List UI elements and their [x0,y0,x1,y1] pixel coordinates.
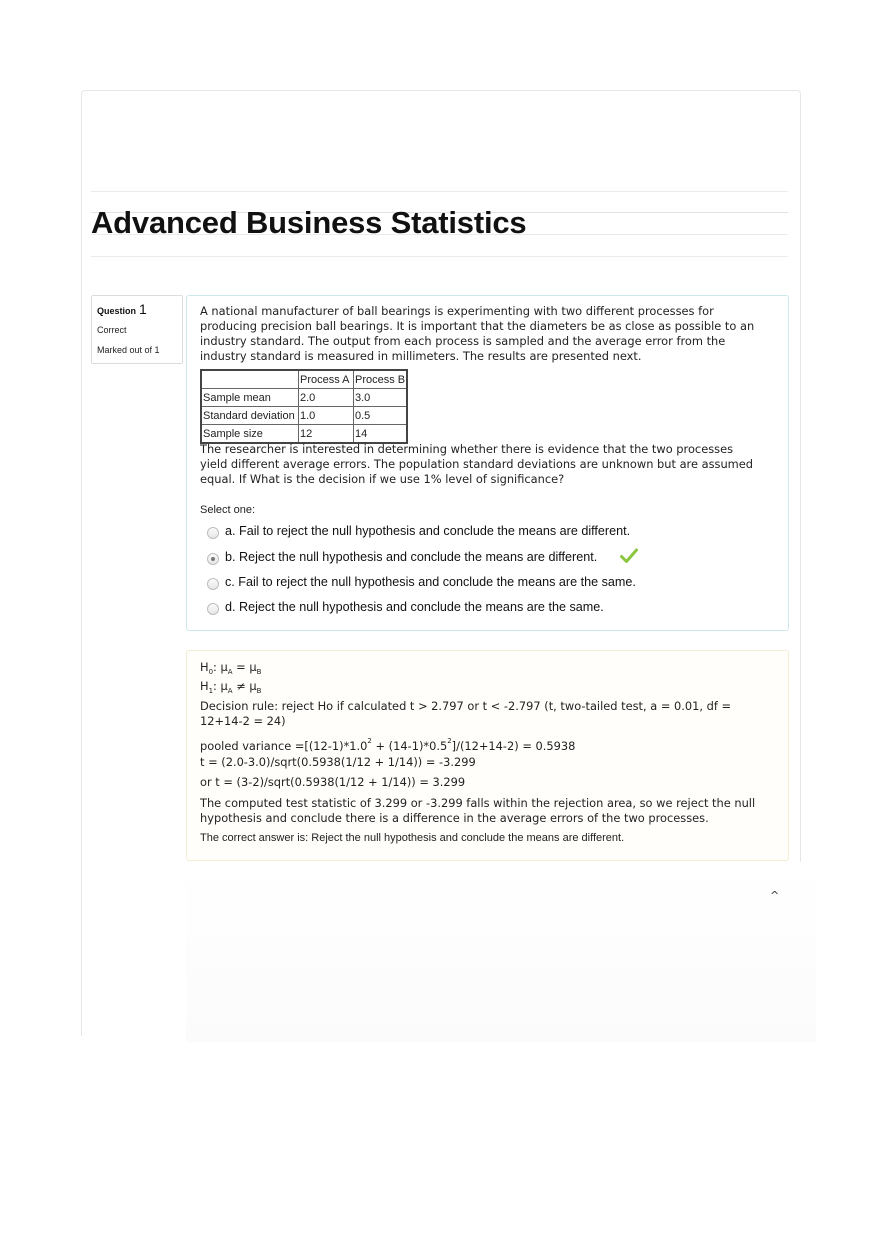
decision-rule: Decision rule: reject Ho if calculated t > 2.797 or t < -2.797 (t, two-tailed test, a = 0.01, df = 12+14-2 = 24) [200,699,732,728]
table-cell: Standard deviation [201,407,299,425]
question-text-continued: The researcher is interested in determining whether there is evidence that the two processes yield different average errors. The population standard deviations are unknown but are assumed equal. If What is the decision if we use 1% level of significance? [200,442,754,486]
table-header-cell: Process B [354,370,408,389]
table-header-cell: Process A [299,370,354,389]
table-cell: 14 [354,425,408,444]
table-cell: 0.5 [354,407,408,425]
table-header-row [201,370,407,389]
answer-label[interactable]: d. Reject the null hypothesis and conclude the means are the same. [225,600,604,614]
radio-button-selected[interactable] [207,553,219,565]
question-state: Correct [97,325,127,335]
table-cell: 2.0 [299,389,354,407]
question-number-value: 1 [139,301,147,317]
alternative-hypothesis: $H_1$: $\mu_A \ne \mu_B$ [200,679,262,695]
answer-label[interactable]: b. Reject the null hypothesis and conclude the means are different. [225,550,598,564]
checkmark-icon [620,548,638,567]
right-answer: The correct answer is: Reject the null hypothesis and conclude the means are different. [200,832,625,844]
answer-label[interactable]: c. Fail to reject the null hypothesis and conclude the means are the same. [225,575,636,589]
general-feedback [186,650,789,861]
question-text: A national manufacturer of ball bearings is experimenting with two different processes for producing precision ball bearings. It is important that the diameters be as close as possible to an industry standard. The output from each process is sampled and the average error from the industry standard is measured in millimeters. The results are presented next. [200,304,755,363]
table-cell: Sample size [201,425,299,444]
table-cell: 1.0 [299,407,354,425]
table-row [201,407,407,425]
table-row [201,389,407,407]
question-number [97,301,147,317]
radio-button[interactable] [207,603,219,615]
t-statistic-alt: or t = (3-2)/sqrt(0.5938(1/12 + 1/14)) = 3.299 [200,775,466,789]
radio-button[interactable] [207,578,219,590]
table-cell: Sample mean [201,389,299,407]
table-cell: 3.0 [354,389,408,407]
question-info [91,295,183,364]
divider [91,256,788,257]
back-to-top-icon[interactable]: ^ [770,889,780,902]
pooled-variance: pooled variance $=[(12-1)*1.0^2 + (14-1)*0.5^2]/(12+14-2) = 0.5938$ [200,737,576,753]
t-statistic: t = (2.0-3.0)/sqrt(0.5938(1/12 + 1/14)) = -3.299 [200,755,476,769]
answer-label[interactable]: a. Fail to reject the null hypothesis and conclude the means are different. [225,524,631,538]
question-label: Question [97,306,137,316]
question-grade: Marked out of 1 [97,345,160,355]
footer-shade [186,862,816,1042]
select-one-label: Select one: [200,504,256,516]
conclusion: The computed test statistic of 3.299 or -3.299 falls within the rejection area, so we reject the null hypothesis and conclude there is a difference in the average errors of the two processes. [200,796,756,825]
table-cell: 12 [299,425,354,444]
table-row [201,425,407,444]
question-formulation [186,295,789,631]
page-title: Advanced Business Statistics [91,205,527,240]
divider [91,191,788,192]
data-table [200,369,408,444]
radio-button[interactable] [207,527,219,539]
null-hypothesis: $H_0$: $\mu_A = \mu_B$ [200,660,262,676]
table-header-cell [201,370,299,389]
